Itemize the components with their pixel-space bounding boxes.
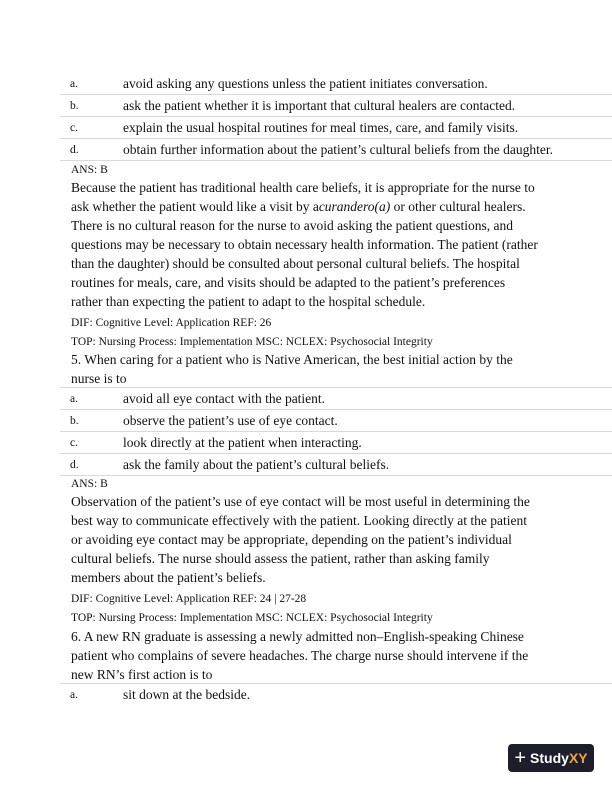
- option-letter: b.: [70, 100, 79, 112]
- studyxy-logo: [508, 744, 594, 772]
- q5-dif: DIF: Cognitive Level: Application REF: 24 | 27-28: [71, 593, 307, 605]
- option-letter: d.: [70, 459, 79, 471]
- option-letter: d.: [70, 144, 79, 156]
- rationale-line: or avoiding eye contact may be appropriate, depending on the patient’s individual: [71, 532, 512, 547]
- q5-options-table: [60, 388, 612, 476]
- plus-icon: +: [514, 747, 527, 769]
- q4-option-b: [60, 95, 612, 117]
- rationale-line: best way to communicate effectively with the patient. Looking directly at the patient: [71, 513, 527, 528]
- option-text: sit down at the bedside.: [123, 687, 251, 702]
- q4-answer: ANS: B: [71, 164, 108, 176]
- rationale-line: Observation of the patient’s use of eye contact will be most useful in determining the: [71, 494, 530, 509]
- rationale-line: cultural beliefs. The nurse should assess the patient, rather than asking family: [71, 551, 490, 566]
- q4-option-d: [60, 139, 612, 161]
- option-text: avoid all eye contact with the patient.: [123, 391, 326, 406]
- q4-options-table: [60, 73, 612, 161]
- q5-stem: [71, 350, 551, 388]
- q4-top: TOP: Nursing Process: Implementation MSC: NCLEX: Psychosocial Integrity: [71, 336, 433, 348]
- rationale-line: There is no cultural reason for the nurse to avoid asking the patient questions, and: [71, 218, 514, 233]
- rationale-line: routines for meals, care, and visits should be adapted to the patient’s preferences: [71, 275, 506, 290]
- q5-answer: ANS: B: [71, 478, 108, 490]
- q5-option-d: [60, 454, 612, 476]
- q5-top: TOP: Nursing Process: Implementation MSC: NCLEX: Psychosocial Integrity: [71, 612, 433, 624]
- q5-option-a: [60, 388, 612, 410]
- q5-option-b: [60, 410, 612, 432]
- q5-option-c: [60, 432, 612, 454]
- q6-stem: [71, 627, 551, 684]
- option-text: obtain further information about the patient’s cultural beliefs from the daughter.: [123, 142, 553, 157]
- stem-line: new RN’s first action is to: [71, 667, 213, 682]
- rationale-line: questions may be necessary to obtain necessary health information. The patient (rather: [71, 237, 538, 252]
- option-letter: c.: [70, 122, 78, 134]
- option-text: ask the family about the patient’s cultural beliefs.: [123, 457, 390, 472]
- option-text: ask the patient whether it is important that cultural healers are contacted.: [123, 98, 516, 113]
- option-text: observe the patient’s use of eye contact.: [123, 413, 338, 428]
- stem-line: nurse is to: [71, 371, 127, 386]
- stem-line: 5. When caring for a patient who is Native American, the best initial action by the: [71, 352, 513, 367]
- q5-rationale: [71, 492, 551, 587]
- rationale-line: than the daughter) should be consulted about personal cultural beliefs. The hospital: [71, 256, 520, 271]
- option-text: explain the usual hospital routines for meal times, care, and family visits.: [123, 120, 519, 135]
- q4-option-c: [60, 117, 612, 139]
- q4-rationale: [71, 178, 551, 311]
- option-letter: a.: [70, 689, 78, 701]
- option-text: look directly at the patient when interacting.: [123, 435, 362, 450]
- logo-text-accent: XY: [568, 750, 588, 766]
- q6-option-a: [60, 684, 612, 705]
- rationale-line: members about the patient’s beliefs.: [71, 570, 266, 585]
- option-text: avoid asking any questions unless the patient initiates conversation.: [123, 76, 488, 91]
- stem-line: 6. A new RN graduate is assessing a newly admitted non–English-speaking Chinese: [71, 629, 524, 644]
- option-letter: a.: [70, 393, 78, 405]
- option-letter: a.: [70, 78, 78, 90]
- option-letter: c.: [70, 437, 78, 449]
- rationale-line: Because the patient has traditional health care beliefs, it is appropriate for the nurse to: [71, 180, 535, 195]
- rationale-line: ask whether the patient would like a visit by acurandero(a) or other cultural healers.: [71, 199, 526, 214]
- option-letter: b.: [70, 415, 79, 427]
- q4-dif: DIF: Cognitive Level: Application REF: 26: [71, 317, 272, 329]
- q4-option-a: [60, 73, 612, 95]
- rationale-line: rather than expecting the patient to adapt to the hospital schedule.: [71, 294, 426, 309]
- logo-text-main: Study: [530, 750, 569, 766]
- stem-line: patient who complains of severe headaches. The charge nurse should intervene if the: [71, 648, 529, 663]
- q6-options-table: [60, 684, 612, 705]
